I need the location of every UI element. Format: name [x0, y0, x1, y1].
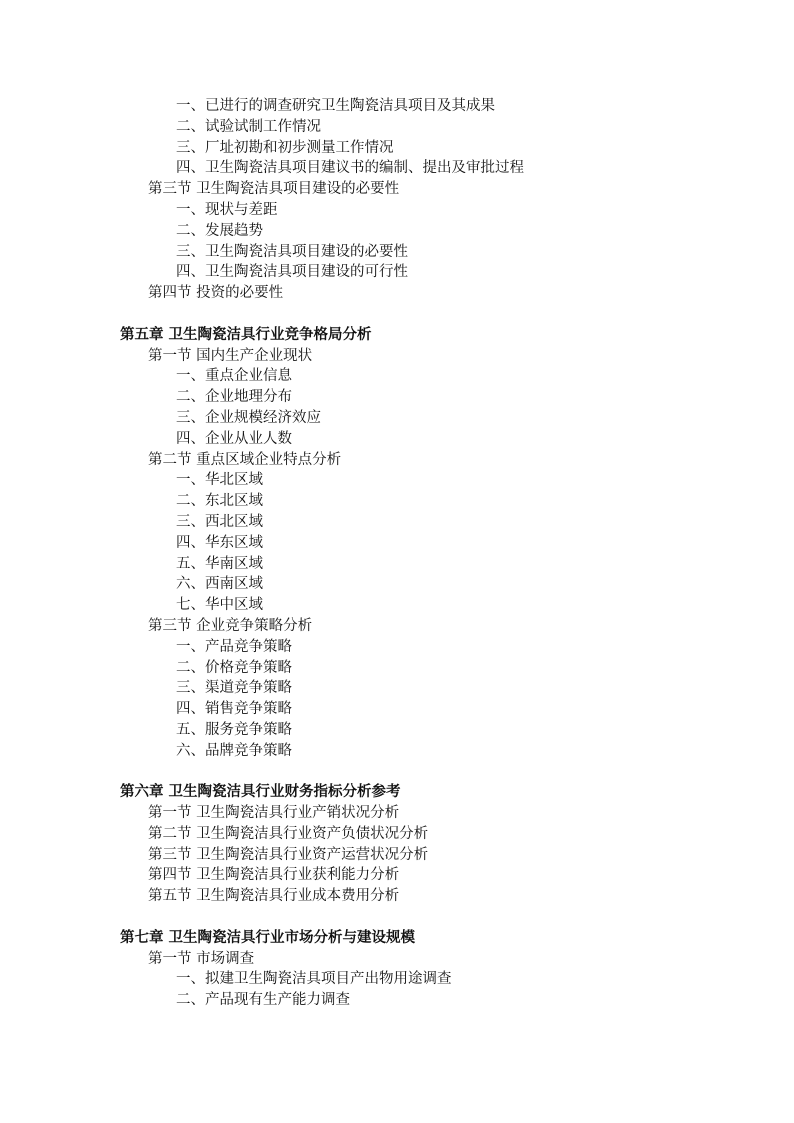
toc-subsection-entry: 三、西北区域 [176, 513, 263, 530]
toc-subsection-entry: 二、企业地理分布 [176, 389, 292, 406]
toc-subsection-entry: 三、厂址初勘和初步测量工作情况 [176, 139, 394, 156]
toc-section-entry: 第四节 卫生陶瓷洁具行业获利能力分析 [148, 867, 400, 884]
toc-subsection-entry: 四、企业从业人数 [176, 430, 292, 447]
toc-section-entry: 第三节 企业竞争策略分析 [148, 617, 313, 634]
toc-subsection-entry: 二、试验试制工作情况 [176, 118, 321, 135]
toc-subsection-entry: 一、重点企业信息 [176, 368, 292, 385]
toc-section-entry: 第四节 投资的必要性 [148, 285, 284, 302]
toc-subsection-entry: 三、卫生陶瓷洁具项目建设的必要性 [176, 243, 408, 260]
section-gap [0, 762, 794, 783]
toc-subsection-entry: 一、已进行的调查研究卫生陶瓷洁具项目及其成果 [176, 98, 495, 114]
toc-subsection-entry: 六、品牌竞争策略 [176, 742, 292, 759]
toc-subsection-entry: 一、华北区域 [176, 472, 263, 489]
toc-subsection-entry: 六、西南区域 [176, 576, 263, 593]
toc-subsection-entry: 二、产品现有生产能力调查 [176, 992, 350, 1009]
toc-section-entry: 第一节 国内生产企业现状 [148, 347, 313, 364]
section-gap [0, 907, 794, 928]
toc-subsection-entry: 二、发展趋势 [176, 222, 263, 239]
toc-subsection-entry: 五、华南区域 [176, 555, 263, 572]
toc-subsection-entry: 五、服务竞争策略 [176, 721, 292, 738]
toc-subsection-entry: 四、卫生陶瓷洁具项目建议书的编制、提出及审批过程 [176, 160, 524, 177]
toc-chapter-heading: 第七章 卫生陶瓷洁具行业市场分析与建设规模 [120, 928, 416, 946]
toc-section-entry: 第三节 卫生陶瓷洁具项目建设的必要性 [148, 181, 400, 198]
toc-subsection-entry: 一、现状与差距 [176, 201, 278, 218]
toc-subsection-entry: 三、渠道竞争策略 [176, 680, 292, 697]
toc-section-entry: 第三节 卫生陶瓷洁具行业资产运营状况分析 [148, 846, 429, 863]
toc-subsection-entry: 四、卫生陶瓷洁具项目建设的可行性 [176, 264, 408, 281]
toc-subsection-entry: 二、东北区域 [176, 493, 263, 510]
toc-chapter-heading: 第五章 卫生陶瓷洁具行业竞争格局分析 [120, 325, 372, 343]
toc-subsection-entry: 七、华中区域 [176, 597, 263, 614]
toc-subsection-entry: 三、企业规模经济效应 [176, 409, 321, 426]
toc-section-entry: 第一节 市场调查 [148, 950, 255, 967]
table-of-contents [0, 96, 794, 1011]
toc-section-entry: 第二节 卫生陶瓷洁具行业资产负债状况分析 [148, 825, 429, 842]
toc-subsection-entry: 四、华东区域 [176, 534, 263, 551]
toc-section-entry: 第一节 卫生陶瓷洁具行业产销状况分析 [148, 805, 400, 822]
toc-subsection-entry: 一、拟建卫生陶瓷洁具项目产出物用途调查 [176, 971, 452, 988]
toc-subsection-entry: 一、产品竞争策略 [176, 638, 292, 655]
section-gap [0, 304, 794, 325]
toc-section-entry: 第二节 重点区域企业特点分析 [148, 451, 342, 468]
toc-subsection-entry: 四、销售竞争策略 [176, 701, 292, 718]
toc-subsection-entry: 二、价格竞争策略 [176, 659, 292, 676]
toc-section-entry: 第五节 卫生陶瓷洁具行业成本费用分析 [148, 888, 400, 905]
toc-chapter-heading: 第六章 卫生陶瓷洁具行业财务指标分析参考 [120, 783, 401, 801]
